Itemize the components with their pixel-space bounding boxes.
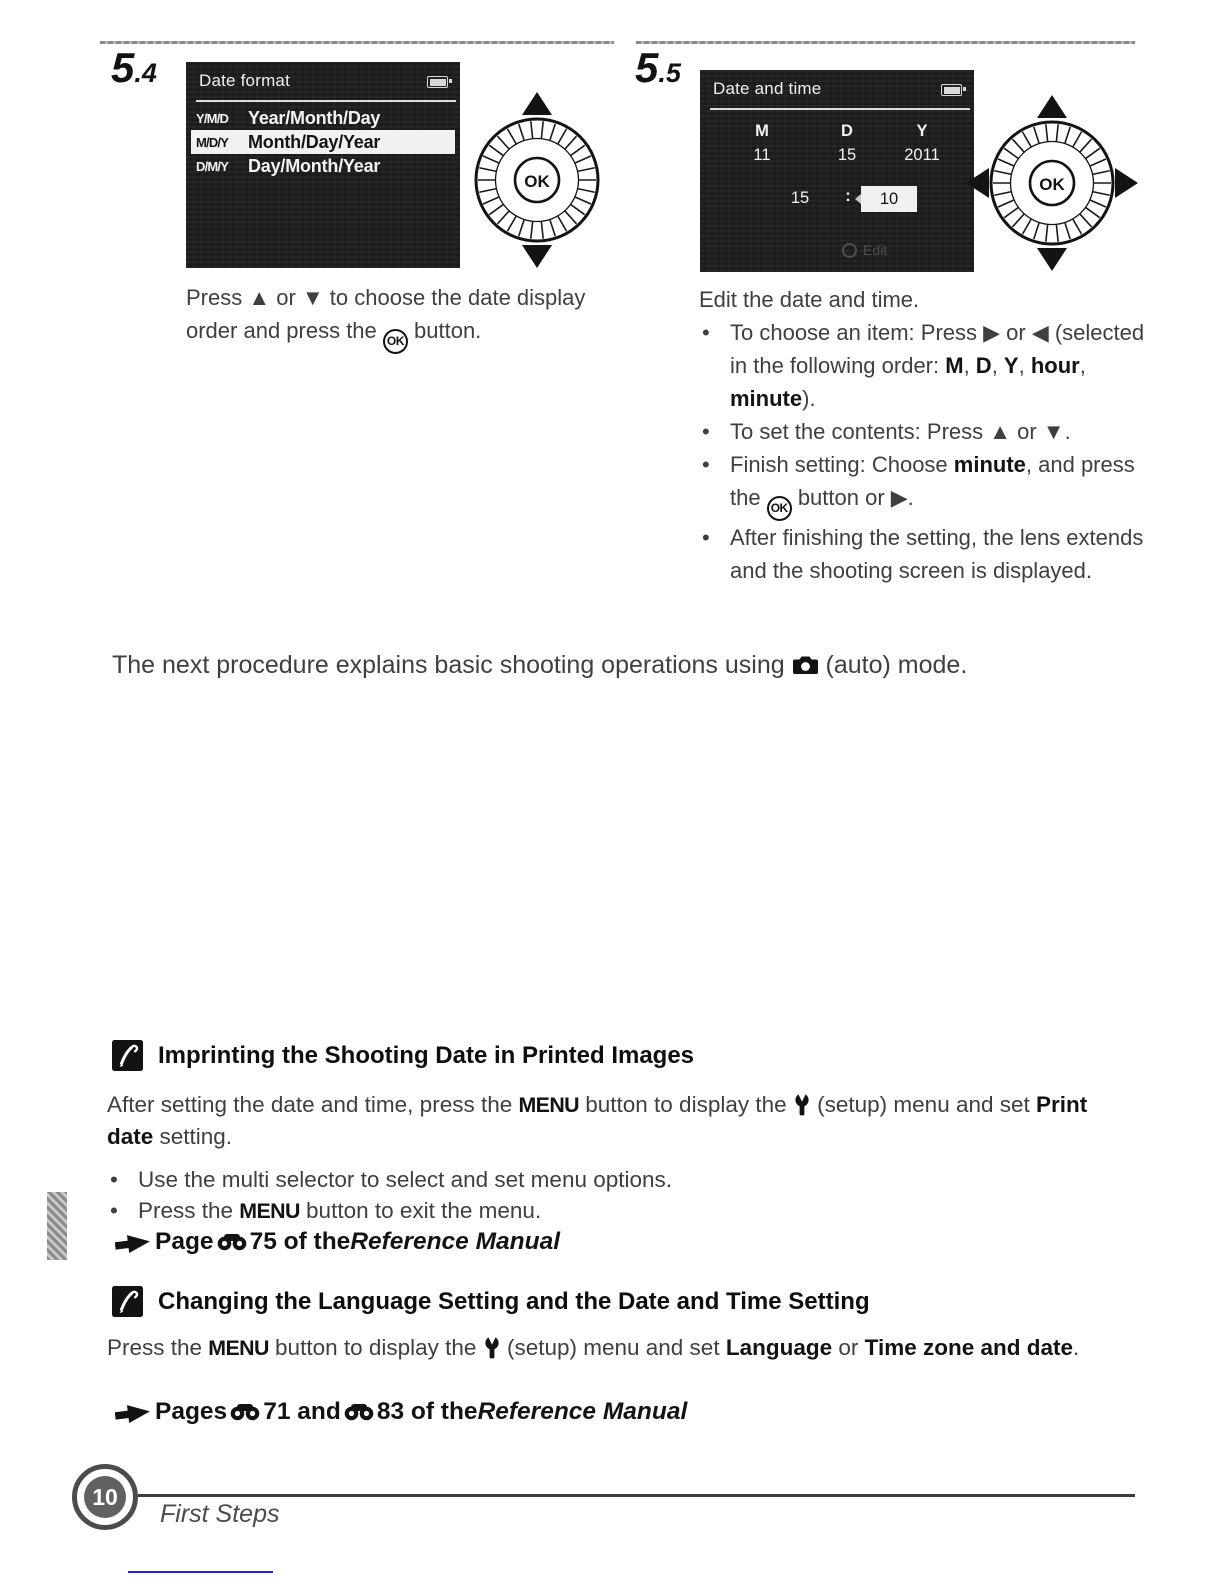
- text-segment: ,: [1018, 353, 1031, 378]
- month-label: M: [755, 122, 769, 140]
- list-item: [699, 415, 1147, 448]
- text-segment: Pages: [155, 1398, 228, 1425]
- format-label: Year/Month/Day: [248, 107, 381, 128]
- bullet-text: [730, 521, 1147, 587]
- step-number-5-4: [111, 44, 157, 92]
- day-value: 15: [837, 146, 857, 164]
- format-code: M/D/Y: [196, 134, 229, 150]
- text-segment: ,: [963, 353, 976, 378]
- text-segment: button to display the: [578, 1092, 793, 1117]
- screen-title: Date format: [199, 71, 291, 90]
- refman-icon: [230, 1403, 260, 1421]
- format-label: Day/Month/Year: [248, 155, 381, 176]
- menu-row-dmy: [191, 154, 455, 178]
- text-segment: hour: [1030, 353, 1080, 378]
- menu-row-ymd: [191, 106, 455, 130]
- arrow-icon: [115, 1401, 152, 1424]
- list-item: [107, 1195, 1107, 1227]
- page-edge-section-mark: [47, 1192, 67, 1260]
- note-2-body: [107, 1332, 1107, 1364]
- text-segment: Page: [155, 1228, 214, 1255]
- text-segment: button to exit the menu.: [299, 1198, 542, 1223]
- up-arrow-icon: [1037, 95, 1067, 118]
- text-segment: Reference Manual: [477, 1398, 688, 1425]
- text-segment: 71 and: [263, 1398, 341, 1425]
- title-separator: [196, 100, 456, 102]
- text-segment: Reference Manual: [350, 1228, 560, 1255]
- note-2-header: [112, 1286, 870, 1317]
- text-segment: Time zone and date: [864, 1335, 1073, 1360]
- bottom-blue-mark: [128, 1571, 273, 1573]
- multi-selector-dial-vertical: [463, 88, 611, 272]
- text-segment: OK: [767, 496, 792, 521]
- edit-hint: [842, 242, 887, 258]
- text-segment: To choose an item: Press ▶ or ◀ (selected in the following order:: [730, 320, 1145, 378]
- text-segment: Use the multi selector to select and set menu options.: [138, 1167, 673, 1192]
- text-segment: 83 of the: [376, 1398, 478, 1425]
- list-item: [699, 316, 1147, 415]
- step-number-main: 5: [635, 44, 659, 91]
- note-pencil-icon: [112, 1286, 143, 1317]
- text-segment: ,: [991, 353, 1004, 378]
- bullet-marker: •: [702, 452, 710, 477]
- bullet-marker: •: [110, 1167, 118, 1192]
- year-value: 2011: [904, 146, 940, 164]
- step-5-4-caption: [186, 281, 596, 354]
- step-number-sub: .4: [134, 58, 157, 88]
- text-segment: , and press the: [730, 452, 1135, 510]
- text-segment: Finish setting: Choose: [730, 452, 954, 477]
- down-arrow-icon: [1037, 248, 1067, 271]
- ok-button-label: OK: [1039, 175, 1065, 194]
- camera-screen-date-time: [700, 70, 974, 272]
- camera-icon: [792, 655, 819, 675]
- text-segment: button or ▶.: [791, 485, 914, 510]
- text-segment: minute: [953, 452, 1026, 477]
- note-2-reference: [112, 1398, 1012, 1426]
- hour-value: 15: [790, 189, 810, 207]
- step-5-5-bullets: [699, 316, 1147, 587]
- format-code: Y/M/D: [196, 110, 229, 126]
- text-segment: Press the: [107, 1335, 209, 1360]
- note-1-bullets: [107, 1164, 1107, 1227]
- bullet-text: [730, 316, 1147, 415]
- text-segment: MENU: [239, 1199, 300, 1223]
- bullet-marker: •: [702, 525, 710, 550]
- camera-screen-date-format: [186, 62, 460, 268]
- bullet-marker: •: [110, 1198, 118, 1223]
- note-pencil-icon: [112, 1040, 143, 1071]
- footer-section-title: First Steps: [160, 1500, 280, 1528]
- rotary-dial-icon: [842, 243, 857, 258]
- bullet-text: [730, 448, 1147, 521]
- top-rule-left: [100, 41, 614, 44]
- text-segment: minute: [730, 386, 803, 411]
- step-5-5-intro: Edit the date and time.: [699, 287, 920, 312]
- page-number: 10: [84, 1476, 126, 1518]
- middle-paragraph: [112, 648, 1132, 682]
- edit-hint-label: Edit: [863, 242, 888, 258]
- text-segment: Language: [725, 1335, 833, 1360]
- day-label: D: [841, 122, 853, 140]
- list-item: [107, 1164, 1107, 1195]
- left-arrow-icon: [966, 168, 989, 198]
- year-label: Y: [916, 122, 928, 140]
- text-segment: M: [945, 353, 964, 378]
- refman-icon: [217, 1233, 247, 1251]
- text-segment: button.: [407, 318, 482, 343]
- text-segment: Press the: [138, 1198, 240, 1223]
- battery-icon: [427, 76, 448, 88]
- text-segment: To set the contents: Press ▲ or ▼.: [730, 419, 1071, 444]
- right-arrow-icon: [1115, 168, 1138, 198]
- note-1-body: [107, 1089, 1122, 1153]
- menu-row-mdy-selected: [191, 130, 455, 154]
- step-number-sub: .5: [658, 58, 681, 88]
- text-segment: OK: [383, 329, 408, 354]
- top-rule-right: [636, 41, 1135, 44]
- bullet-marker: •: [702, 419, 710, 444]
- note-1-header: [112, 1040, 694, 1071]
- minute-value-selected: 10: [861, 186, 917, 212]
- text-segment: After setting the date and time, press the: [107, 1092, 519, 1117]
- title-separator: [710, 108, 970, 110]
- text-segment: (setup) menu and set: [500, 1335, 726, 1360]
- bullet-text: [138, 1164, 1107, 1195]
- refman-icon: [344, 1403, 374, 1421]
- multi-selector-dial-four-way: [958, 91, 1146, 275]
- ok-button-label: OK: [524, 172, 550, 191]
- note-2-title: Changing the Language Setting and the Date and Time Setting: [158, 1287, 870, 1315]
- text-segment: (setup) menu and set: [810, 1092, 1037, 1117]
- wrench-icon: [793, 1093, 811, 1116]
- month-value: 11: [753, 146, 771, 164]
- text-segment: Y: [1003, 353, 1019, 378]
- text-segment: setting.: [153, 1124, 233, 1149]
- note-1-reference: [112, 1228, 1012, 1256]
- list-item: [699, 448, 1147, 521]
- text-segment: .: [1073, 1335, 1080, 1360]
- footer-rule: [138, 1494, 1135, 1497]
- text-segment: D: [975, 353, 992, 378]
- step-number-main: 5: [111, 44, 135, 91]
- text-segment: Press ▲ or ▼ to choose the date display order and press the: [186, 285, 586, 343]
- note-1-title: Imprinting the Shooting Date in Printed Images: [158, 1041, 695, 1069]
- step-number-5-5: [635, 44, 681, 92]
- text-segment: Print date: [107, 1092, 1088, 1149]
- down-arrow-icon: [522, 245, 552, 268]
- bullet-marker: •: [702, 320, 710, 345]
- text-segment: or: [832, 1335, 865, 1360]
- text-segment: (auto) mode.: [818, 651, 968, 679]
- up-arrow-icon: [522, 92, 552, 115]
- bullet-text: [138, 1195, 1107, 1227]
- text-segment: After finishing the setting, the lens extends and the shooting screen is displayed.: [730, 525, 1144, 583]
- format-label: Month/Day/Year: [248, 131, 381, 152]
- text-segment: 75 of the: [249, 1228, 351, 1255]
- text-segment: button to display the: [268, 1335, 483, 1360]
- screen-title: Date and time: [713, 79, 822, 98]
- time-colon: :: [845, 187, 851, 205]
- text-segment: ).: [802, 386, 816, 411]
- text-segment: MENU: [208, 1336, 269, 1360]
- format-code: D/M/Y: [196, 158, 229, 174]
- text-segment: The next procedure explains basic shooting operations using: [112, 651, 792, 679]
- bullet-text: [730, 415, 1147, 448]
- page-number-badge: [72, 1464, 138, 1530]
- list-item: [699, 521, 1147, 587]
- text-segment: MENU: [518, 1093, 579, 1117]
- text-segment: ,: [1079, 353, 1086, 378]
- wrench-icon: [483, 1336, 501, 1359]
- step-5-5-text: [699, 283, 1147, 587]
- arrow-icon: [115, 1231, 152, 1254]
